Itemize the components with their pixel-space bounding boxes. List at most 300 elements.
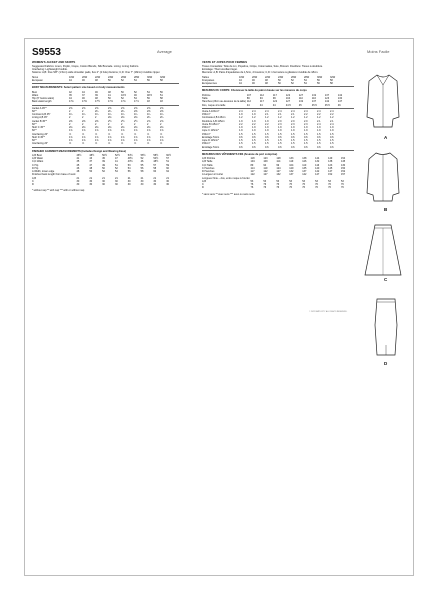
european-label: European bbox=[32, 78, 43, 82]
cell-value: 138 bbox=[302, 157, 307, 161]
cell-value: 2⅛ bbox=[134, 126, 138, 130]
cell-value: 2¼ bbox=[95, 109, 99, 113]
cell-value: 0.6 bbox=[252, 135, 256, 139]
cell-value: 41 bbox=[76, 157, 80, 161]
cell-value: 1⅝ bbox=[147, 135, 151, 139]
divider bbox=[32, 83, 179, 84]
notions-fr: Mercerie: A,B: Paire d'épaulettes de 1,5cm, 2 boutons; C,D: 1 fermeture à glissière invisible de 18cm. bbox=[202, 71, 319, 75]
cell-value: 1.9 bbox=[239, 119, 243, 123]
cell-value: 30 bbox=[102, 183, 105, 187]
cell-value: 2⅝ bbox=[82, 106, 86, 110]
cell-value: ⅝ bbox=[134, 142, 137, 146]
cell-value: 122 bbox=[263, 170, 268, 174]
cell-value: 53 bbox=[276, 179, 280, 183]
row-label: A Largeur à l'ourlet bbox=[202, 173, 223, 177]
size-value: 20W bbox=[252, 75, 258, 79]
size-value: 56 bbox=[147, 78, 150, 82]
cell-value: 142 bbox=[337, 93, 343, 97]
divider bbox=[202, 86, 354, 87]
size-value: 26W bbox=[121, 75, 127, 79]
fabrics-fr: Tissus Conseillés: Toile de Lin, Popeline, Crêpe, Cotonnades, Soie, Brocart. Doublure: Tissus à doublure. bbox=[202, 64, 323, 68]
cell-value: 76 bbox=[341, 186, 344, 190]
cell-value: 104 bbox=[285, 97, 291, 101]
cell-value: 112 bbox=[259, 93, 264, 97]
notions-en: Notions: A,B: Five 5/8" (1.5cm) wide shoulder pads, five 2" (2 hole) buttons; C,D: One 7" (18cm) invisible zipper. bbox=[32, 71, 161, 75]
finished-table-fr bbox=[202, 157, 354, 190]
cell-value: 109 bbox=[263, 160, 268, 164]
cell-value: 2 bbox=[82, 116, 84, 120]
cell-value: 37 bbox=[82, 93, 85, 97]
cell-value: 46½ bbox=[76, 153, 82, 157]
cell-value: 1⅝ bbox=[95, 139, 99, 143]
row-label: Veste A 115cm* bbox=[202, 109, 220, 113]
copyright: © 2022 SIMPLICITY. ALL RIGHTS RESERVED. bbox=[309, 311, 348, 313]
cell-value: 30 bbox=[166, 183, 169, 187]
cell-value: 1.9 bbox=[330, 129, 334, 133]
cell-value: 2 bbox=[69, 122, 71, 126]
table-row bbox=[202, 146, 343, 149]
cell-value: 48 bbox=[76, 170, 80, 174]
cell-value: 21 bbox=[140, 176, 144, 180]
cell-value: 147 bbox=[337, 100, 343, 104]
cell-value: 1.9 bbox=[317, 126, 321, 130]
size-value: 26W bbox=[291, 75, 297, 79]
size-value: 28W bbox=[134, 75, 140, 79]
divider bbox=[202, 150, 354, 151]
cell-value: 60 bbox=[166, 166, 169, 170]
cell-value: 2 bbox=[121, 122, 123, 126]
cell-value: 2⅛ bbox=[121, 126, 125, 130]
row-label: 60"* bbox=[32, 139, 37, 143]
size-value: 52 bbox=[121, 78, 124, 82]
cell-value: 52 bbox=[134, 90, 137, 94]
cell-value: 44.5 bbox=[285, 103, 291, 107]
cell-value: ⅝ bbox=[69, 142, 72, 146]
cell-value: 132 bbox=[298, 100, 304, 104]
cell-value: 137 bbox=[289, 173, 294, 177]
table-row bbox=[202, 104, 351, 107]
row-label: A,B Bust bbox=[32, 153, 42, 157]
french-column bbox=[202, 61, 354, 196]
cell-value: 46 bbox=[140, 160, 144, 164]
cell-value: 2⅝ bbox=[108, 106, 112, 110]
cell-value: 76 bbox=[276, 183, 280, 187]
cell-value: 49½ bbox=[127, 157, 133, 161]
skirt-d-sketch bbox=[369, 295, 405, 359]
cell-value: 157 bbox=[341, 173, 346, 177]
cell-value: 130 bbox=[341, 163, 346, 167]
european-label: Européennes bbox=[202, 82, 217, 86]
cell-value: 122 bbox=[272, 100, 278, 104]
cell-value: 132 bbox=[315, 160, 320, 164]
cell-value: ⅝ bbox=[160, 142, 163, 146]
cell-value: 110 bbox=[302, 163, 307, 167]
cell-value: 2 bbox=[69, 116, 71, 120]
row-label: C bbox=[32, 179, 34, 183]
size-value: 54 bbox=[304, 78, 307, 82]
cell-value: 60½ bbox=[166, 153, 172, 157]
cell-value: 1⅝ bbox=[69, 135, 73, 139]
cell-value: 47 bbox=[89, 163, 93, 167]
cell-value: 127 bbox=[276, 170, 281, 174]
cell-value: 2.4 bbox=[317, 122, 321, 126]
cell-value: 1⅝ bbox=[134, 135, 138, 139]
cell-value: ⅝ bbox=[95, 142, 98, 146]
size-value: 10W bbox=[239, 75, 245, 79]
cell-value: 17¼ bbox=[69, 100, 74, 104]
row-label: Waist bbox=[32, 93, 39, 97]
cell-value: 54 bbox=[127, 166, 131, 170]
cell-value: 30 bbox=[153, 183, 157, 187]
cell-value: 0.6 bbox=[304, 135, 308, 139]
cell-value: 1⅝ bbox=[82, 139, 86, 143]
cell-value: 1⅝ bbox=[108, 139, 112, 143]
row-label: D Hanches bbox=[202, 170, 215, 174]
cell-value: 2⅝ bbox=[95, 106, 99, 110]
cell-value: 21 bbox=[153, 176, 157, 180]
cell-value: 0.6 bbox=[278, 135, 282, 139]
cell-value: 58½ bbox=[153, 153, 159, 157]
difficulty-fr: Moins Facile bbox=[367, 49, 390, 54]
yardage-table-fr bbox=[202, 110, 343, 149]
row-label: D bbox=[32, 183, 34, 187]
cell-value: 147 bbox=[328, 170, 333, 174]
divider bbox=[202, 108, 354, 109]
cell-value: 1⅝ bbox=[160, 129, 164, 133]
cell-value: ⅝ bbox=[134, 132, 137, 136]
cell-value: ⅝ bbox=[108, 142, 111, 146]
size-value: 22W bbox=[95, 75, 101, 79]
figure-label-d: D bbox=[384, 361, 388, 366]
cell-value: 1.5 bbox=[239, 142, 243, 146]
cell-value: 2⅛ bbox=[69, 126, 73, 130]
row-label: Jupe C 115cm* bbox=[202, 129, 219, 133]
row-label: 150cm* bbox=[202, 113, 211, 117]
size-value: 24W bbox=[278, 75, 284, 79]
cell-value: 1.5 bbox=[252, 132, 256, 136]
cell-value: 30 bbox=[76, 183, 80, 187]
row-label: Hanches (23cm au-dessous de la taille) bbox=[202, 100, 246, 104]
size-value: 46 bbox=[82, 78, 85, 82]
cell-value: 104 bbox=[250, 160, 255, 164]
cell-value: 1⅝ bbox=[147, 129, 151, 133]
cell-value: 76 bbox=[250, 183, 254, 187]
cell-value: 1.9 bbox=[239, 126, 243, 130]
cell-value: 30 bbox=[89, 179, 93, 183]
cell-value: 17⅞ bbox=[134, 100, 139, 104]
cell-value: 1.5 bbox=[278, 139, 282, 143]
cell-value: 21 bbox=[166, 176, 169, 180]
size-value: 58 bbox=[330, 78, 333, 82]
cell-value: 2¼ bbox=[108, 109, 112, 113]
cell-value: 1⅝ bbox=[95, 135, 99, 139]
cell-value: 104 bbox=[289, 163, 294, 167]
size-value: 50 bbox=[108, 78, 111, 82]
size-value: 50 bbox=[278, 78, 281, 82]
row-label: Poitrine bbox=[202, 93, 211, 97]
cell-value: 99 bbox=[272, 97, 276, 101]
cell-value: 2½ bbox=[134, 119, 138, 123]
cell-value: 1.5 bbox=[291, 139, 295, 143]
cell-value: 2.4 bbox=[252, 109, 256, 113]
cell-value: 41 bbox=[108, 93, 111, 97]
cell-value: 1¼ bbox=[69, 113, 73, 117]
cell-value: 117 bbox=[272, 93, 277, 97]
cell-value: 137 bbox=[302, 170, 307, 174]
cell-value: 2.0 bbox=[304, 119, 308, 123]
cell-value: 2⅜ bbox=[134, 109, 138, 113]
body-table-fr bbox=[202, 94, 351, 107]
row-label: Taille bbox=[202, 97, 208, 101]
cell-value: 76 bbox=[263, 183, 267, 187]
size-value: 48 bbox=[265, 82, 268, 86]
cell-value: 135 bbox=[302, 166, 307, 170]
cell-value: 21 bbox=[89, 176, 93, 180]
cell-value: 2.3 bbox=[304, 122, 308, 126]
cell-value: 0.6 bbox=[265, 135, 269, 139]
cell-value: 48.5 bbox=[147, 93, 152, 97]
cell-value: 1.5 bbox=[252, 139, 256, 143]
cell-value: 46 bbox=[76, 166, 80, 170]
cell-value: 1¼ bbox=[147, 113, 151, 117]
cell-value: 53 bbox=[289, 179, 293, 183]
cell-value: 18 bbox=[147, 100, 150, 104]
cell-value: 2 bbox=[95, 122, 97, 126]
cell-value: 0.6 bbox=[265, 145, 269, 149]
body-header-fr: MESURES DU CORPS: Choisissez la taille du patron basée sur les mesures du corps bbox=[202, 89, 307, 93]
cell-value: 41 bbox=[114, 160, 118, 164]
cell-value: 2.1 bbox=[317, 119, 321, 123]
cell-value: 142 bbox=[315, 170, 320, 174]
cell-value: ⅝ bbox=[82, 132, 85, 136]
cell-value: 2.2 bbox=[304, 113, 308, 117]
cell-value: 119 bbox=[263, 166, 268, 170]
cell-value: 1⅝ bbox=[134, 139, 138, 143]
row-label: 60"* bbox=[32, 129, 37, 133]
cell-value: 2.2 bbox=[317, 113, 321, 117]
cell-value: 1⅝ bbox=[69, 139, 73, 143]
cell-value: 137 bbox=[311, 100, 317, 104]
cell-value: 53 bbox=[127, 163, 131, 167]
cell-value: 2.3 bbox=[291, 122, 295, 126]
cell-value: 43.5 bbox=[121, 93, 126, 97]
cell-value: 35 bbox=[76, 160, 80, 164]
cell-value: 1.9 bbox=[291, 129, 295, 133]
cell-value: 2⅜ bbox=[160, 109, 164, 113]
sizes-table-en bbox=[32, 76, 173, 83]
row-label: Back waist length bbox=[32, 100, 52, 104]
cell-value: 53 bbox=[341, 179, 344, 183]
row-label: Veste B 115cm* bbox=[202, 122, 220, 126]
cell-value: 1.9 bbox=[252, 119, 256, 123]
cell-value: 2⅜ bbox=[82, 119, 86, 123]
title-fr: VESTE ET JUPES POUR FEMMES bbox=[202, 61, 248, 64]
cell-value: 127 bbox=[263, 173, 268, 177]
cell-value: 99 bbox=[276, 163, 280, 167]
cell-value: ⅝ bbox=[95, 132, 98, 136]
difficulty-en: Average bbox=[157, 49, 172, 54]
cell-value: 2⅝ bbox=[121, 106, 125, 110]
size-value: 50 bbox=[278, 82, 281, 86]
row-label: Contrast A,B 45" bbox=[32, 113, 51, 117]
cell-value: 1.5 bbox=[317, 132, 321, 136]
cell-value: 46 bbox=[134, 93, 137, 97]
row-label: Dos, nuque à la taille bbox=[202, 103, 226, 107]
cell-value: 45 bbox=[298, 103, 302, 107]
row-label: Doublure A,B 115cm bbox=[202, 119, 225, 123]
size-value: 28W bbox=[304, 75, 310, 79]
cell-value: 1.5 bbox=[317, 142, 321, 146]
cell-value: 114 bbox=[276, 160, 281, 164]
cell-value: 0.6 bbox=[239, 135, 243, 139]
cell-value: 44 bbox=[82, 90, 85, 94]
size-value: 20W bbox=[82, 75, 88, 79]
cell-value: 2.1 bbox=[291, 113, 295, 117]
cell-value: 1.5 bbox=[278, 132, 282, 136]
cell-value: 55 bbox=[140, 163, 144, 167]
cell-value: 2 bbox=[69, 109, 71, 113]
finished-header-en: FINISHED GARMENT MEASUREMENTS (Includes Design and Wearing Ease) bbox=[32, 149, 127, 153]
cell-value: ⅝ bbox=[147, 132, 150, 136]
cell-value: 1.9 bbox=[239, 113, 243, 117]
cell-value: 0.6 bbox=[330, 145, 334, 149]
cell-value: 1.2 bbox=[330, 116, 334, 120]
cell-value: 1⅝ bbox=[160, 135, 164, 139]
cell-value: 1.5 bbox=[265, 132, 269, 136]
cell-value: 56 bbox=[147, 97, 150, 101]
cell-value: 150 bbox=[341, 166, 346, 170]
cell-value: 30 bbox=[166, 179, 169, 183]
cell-value: 44 bbox=[272, 103, 276, 107]
body-header-en: BODY MEASUREMENTS: Select pattern size based on body measurements bbox=[32, 86, 125, 90]
cell-value: 1¼ bbox=[95, 113, 99, 117]
cell-value: 0.6 bbox=[278, 145, 282, 149]
cell-value: 54 bbox=[147, 90, 150, 94]
cell-value: ⅝ bbox=[108, 132, 111, 136]
row-label: Skirt D 45"* bbox=[32, 135, 45, 139]
cell-value: 138 bbox=[328, 160, 333, 164]
cell-value: 17¾ bbox=[121, 100, 126, 104]
cell-value: 1.5 bbox=[330, 132, 334, 136]
row-label: Jacket B 45"* bbox=[32, 119, 47, 123]
cell-value: 149 bbox=[328, 157, 333, 161]
cell-value: 54½ bbox=[153, 157, 159, 161]
cell-value: 1.5 bbox=[330, 142, 334, 146]
cell-value: 57 bbox=[166, 157, 169, 161]
cell-value: 1.9 bbox=[239, 129, 243, 133]
fabrics-en: Suggested Fabrics: Linen, Poplin, Crepe, Cotton Blends, Silk Brocade. Lining: Lining Fabrics. bbox=[32, 64, 139, 68]
cell-value: 2⅝ bbox=[69, 106, 73, 110]
row-label: Finished back length from base of neck bbox=[32, 173, 76, 177]
divider bbox=[32, 147, 179, 148]
cell-value: 123 bbox=[328, 163, 333, 167]
cell-value: 1.2 bbox=[265, 116, 269, 120]
cell-value: 51 bbox=[114, 163, 118, 167]
cell-value: 42 bbox=[69, 90, 72, 94]
cell-value: 46 bbox=[82, 97, 85, 101]
cell-value: 2.1 bbox=[330, 119, 334, 123]
footnote-en: * without nap ** with nap *** with or without nap bbox=[32, 189, 85, 193]
cell-value: 1⅝ bbox=[121, 139, 125, 143]
cell-value: 2¼ bbox=[147, 116, 151, 120]
cell-value: 47 bbox=[114, 157, 118, 161]
cell-value: 2⅛ bbox=[147, 126, 151, 130]
cell-value: 1⅝ bbox=[108, 129, 112, 133]
row-label: Skirt C 45"* bbox=[32, 126, 45, 130]
cell-value: 1.5 bbox=[265, 139, 269, 143]
cell-value: 46 bbox=[337, 103, 341, 107]
pattern-back-sheet bbox=[24, 38, 414, 576]
cell-value: 48 bbox=[108, 90, 111, 94]
sizes-label: Sizes bbox=[32, 75, 39, 79]
cell-value: 1.9 bbox=[317, 129, 321, 133]
cell-value: 43 bbox=[89, 157, 93, 161]
cell-value: 1.9 bbox=[265, 119, 269, 123]
cell-value: 123 bbox=[263, 157, 268, 161]
figure-label-a: A bbox=[384, 135, 388, 140]
row-label: 60"* bbox=[32, 109, 37, 113]
figure-label-c: C bbox=[384, 277, 388, 282]
cell-value: 117 bbox=[259, 100, 264, 104]
cell-value: 1.9 bbox=[278, 129, 282, 133]
cell-value: 142 bbox=[302, 173, 307, 177]
cell-value: 2⅜ bbox=[95, 119, 99, 123]
cell-value: 1.5 bbox=[239, 132, 243, 136]
cell-value: 132 bbox=[276, 173, 281, 177]
row-label: 150cm* bbox=[202, 132, 211, 136]
size-value: 10W bbox=[69, 75, 75, 79]
cell-value: 76 bbox=[328, 183, 331, 187]
cell-value: 30 bbox=[76, 179, 80, 183]
cell-value: 2.2 bbox=[239, 122, 243, 126]
cell-value: 57 bbox=[153, 163, 157, 167]
cell-value: 2½ bbox=[121, 119, 125, 123]
cell-value: 48½ bbox=[153, 160, 159, 164]
cell-value: 44 bbox=[246, 103, 250, 107]
row-label: A,B Waist bbox=[32, 157, 43, 161]
cell-value: 0.6 bbox=[317, 145, 321, 149]
cell-value: 30 bbox=[153, 179, 157, 183]
cell-value: 45.5 bbox=[324, 103, 330, 107]
cell-value: 30 bbox=[114, 179, 118, 183]
cell-value: 76 bbox=[328, 186, 331, 190]
cell-value: 123 bbox=[324, 97, 330, 101]
cell-value: 2.4 bbox=[317, 109, 321, 113]
cell-value: 1.9 bbox=[291, 126, 295, 130]
size-value: 32W bbox=[330, 75, 336, 79]
row-label: C Hip bbox=[32, 163, 39, 167]
size-value: 58 bbox=[330, 82, 333, 86]
cell-value: 46 bbox=[95, 90, 98, 94]
cell-value: 1¼ bbox=[134, 113, 138, 117]
cell-value: 2 bbox=[82, 109, 84, 113]
cell-value: 17⅜ bbox=[82, 100, 87, 104]
cell-value: 44 bbox=[259, 103, 263, 107]
cell-value: 114 bbox=[250, 166, 255, 170]
cell-value: 1.2 bbox=[291, 116, 295, 120]
cell-value: 2⅛ bbox=[108, 126, 112, 130]
cell-value: 2.2 bbox=[252, 122, 256, 126]
cell-value: 39 bbox=[95, 93, 98, 97]
cell-value: 144 bbox=[315, 157, 320, 161]
divider bbox=[32, 105, 179, 106]
cell-value: 50 bbox=[102, 166, 105, 170]
size-value: 52 bbox=[291, 78, 294, 82]
cell-value: 2⅛ bbox=[95, 126, 99, 130]
size-value: 44 bbox=[239, 82, 242, 86]
cell-value: 1.9 bbox=[278, 126, 282, 130]
cell-value: 145 bbox=[341, 160, 346, 164]
